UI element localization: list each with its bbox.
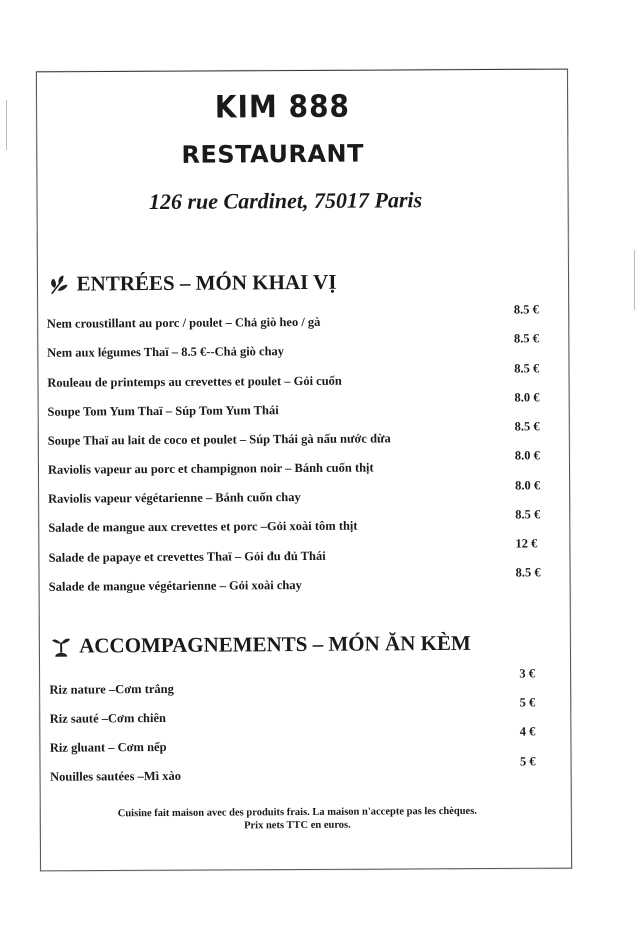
menu-item-price: 5 € bbox=[519, 754, 536, 769]
menu-item-price: 12 € bbox=[515, 536, 538, 551]
menu-item-price: 8.0 € bbox=[514, 448, 540, 463]
menu-item: Rouleau de printemps au crevettes et poulet – Gỏi cuốn bbox=[47, 373, 342, 390]
menu-item-price: 8.0 € bbox=[514, 390, 540, 405]
menu-item: Soupe Thaï au lait de coco et poulet – Súp Thái gà nấu nước dừa bbox=[47, 431, 391, 448]
sprout-icon bbox=[51, 634, 71, 658]
restaurant-logo: KIM 888 bbox=[214, 87, 351, 126]
menu-item: Nouilles sautées –Mì xào bbox=[50, 768, 182, 784]
menu-item: Riz nature –Cơm trắng bbox=[49, 681, 174, 697]
section-title: ENTRÉES – MÓN KHAI VỊ bbox=[76, 269, 337, 296]
menu-item: Salade de mangue végétarienne – Gỏi xoài chay bbox=[48, 577, 302, 594]
menu-item: Raviolis vapeur végétarienne – Bánh cuốn chay bbox=[48, 489, 301, 506]
menu-item-price: 3 € bbox=[519, 666, 536, 681]
restaurant-address: 126 rue Cardinet, 75017 Paris bbox=[148, 187, 423, 215]
footer-line-2: Prix nets TTC en euros. bbox=[244, 819, 351, 832]
section-header-accompagnements bbox=[51, 631, 471, 659]
menu-item: Nem aux légumes Thaï – 8.5 €--Chả giò chay bbox=[47, 344, 285, 360]
leaf-icon bbox=[49, 273, 69, 295]
restaurant-name: RESTAURANT bbox=[181, 139, 365, 169]
menu-item: Nem croustillant au porc / poulet – Chả giò heo / gà bbox=[46, 314, 321, 331]
menu-item-price: 5 € bbox=[519, 695, 536, 710]
section-title: ACCOMPAGNEMENTS – MÓN ĂN KÈM bbox=[79, 630, 471, 658]
menu-item-price: 8.5 € bbox=[513, 331, 540, 346]
menu-item-price: 4 € bbox=[519, 724, 536, 739]
menu-item: Raviolis vapeur au porc et champignon noir – Bánh cuốn thịt bbox=[47, 460, 374, 477]
menu-item: Salade de papaye et crevettes Thaï – Gỏi đu đủ Thái bbox=[48, 548, 326, 565]
footer-note bbox=[62, 804, 532, 833]
footer-line-1: Cuisine fait maison avec des produits frais. La maison n'accepte pas les chèques. bbox=[117, 805, 477, 820]
menu-item-price: 8.5 € bbox=[515, 507, 541, 522]
section-header-entrees bbox=[49, 270, 337, 297]
menu-item: Salade de mangue aux crevettes et porc –Gỏi xoài tôm thịt bbox=[48, 518, 358, 535]
menu-item: Soupe Tom Yum Thaï – Súp Tom Yum Thái bbox=[47, 403, 279, 419]
menu-item: Riz gluant – Cơm nếp bbox=[49, 739, 167, 755]
menu-item-price: 8.5 € bbox=[514, 419, 540, 434]
menu-item-price: 8.5 € bbox=[514, 361, 540, 376]
menu-item-price: 8.0 € bbox=[514, 478, 541, 493]
menu-item: Riz sauté –Cơm chiên bbox=[49, 710, 167, 726]
menu-item-price: 8.5 € bbox=[513, 302, 539, 317]
menu-item-price: 8.5 € bbox=[515, 565, 541, 580]
